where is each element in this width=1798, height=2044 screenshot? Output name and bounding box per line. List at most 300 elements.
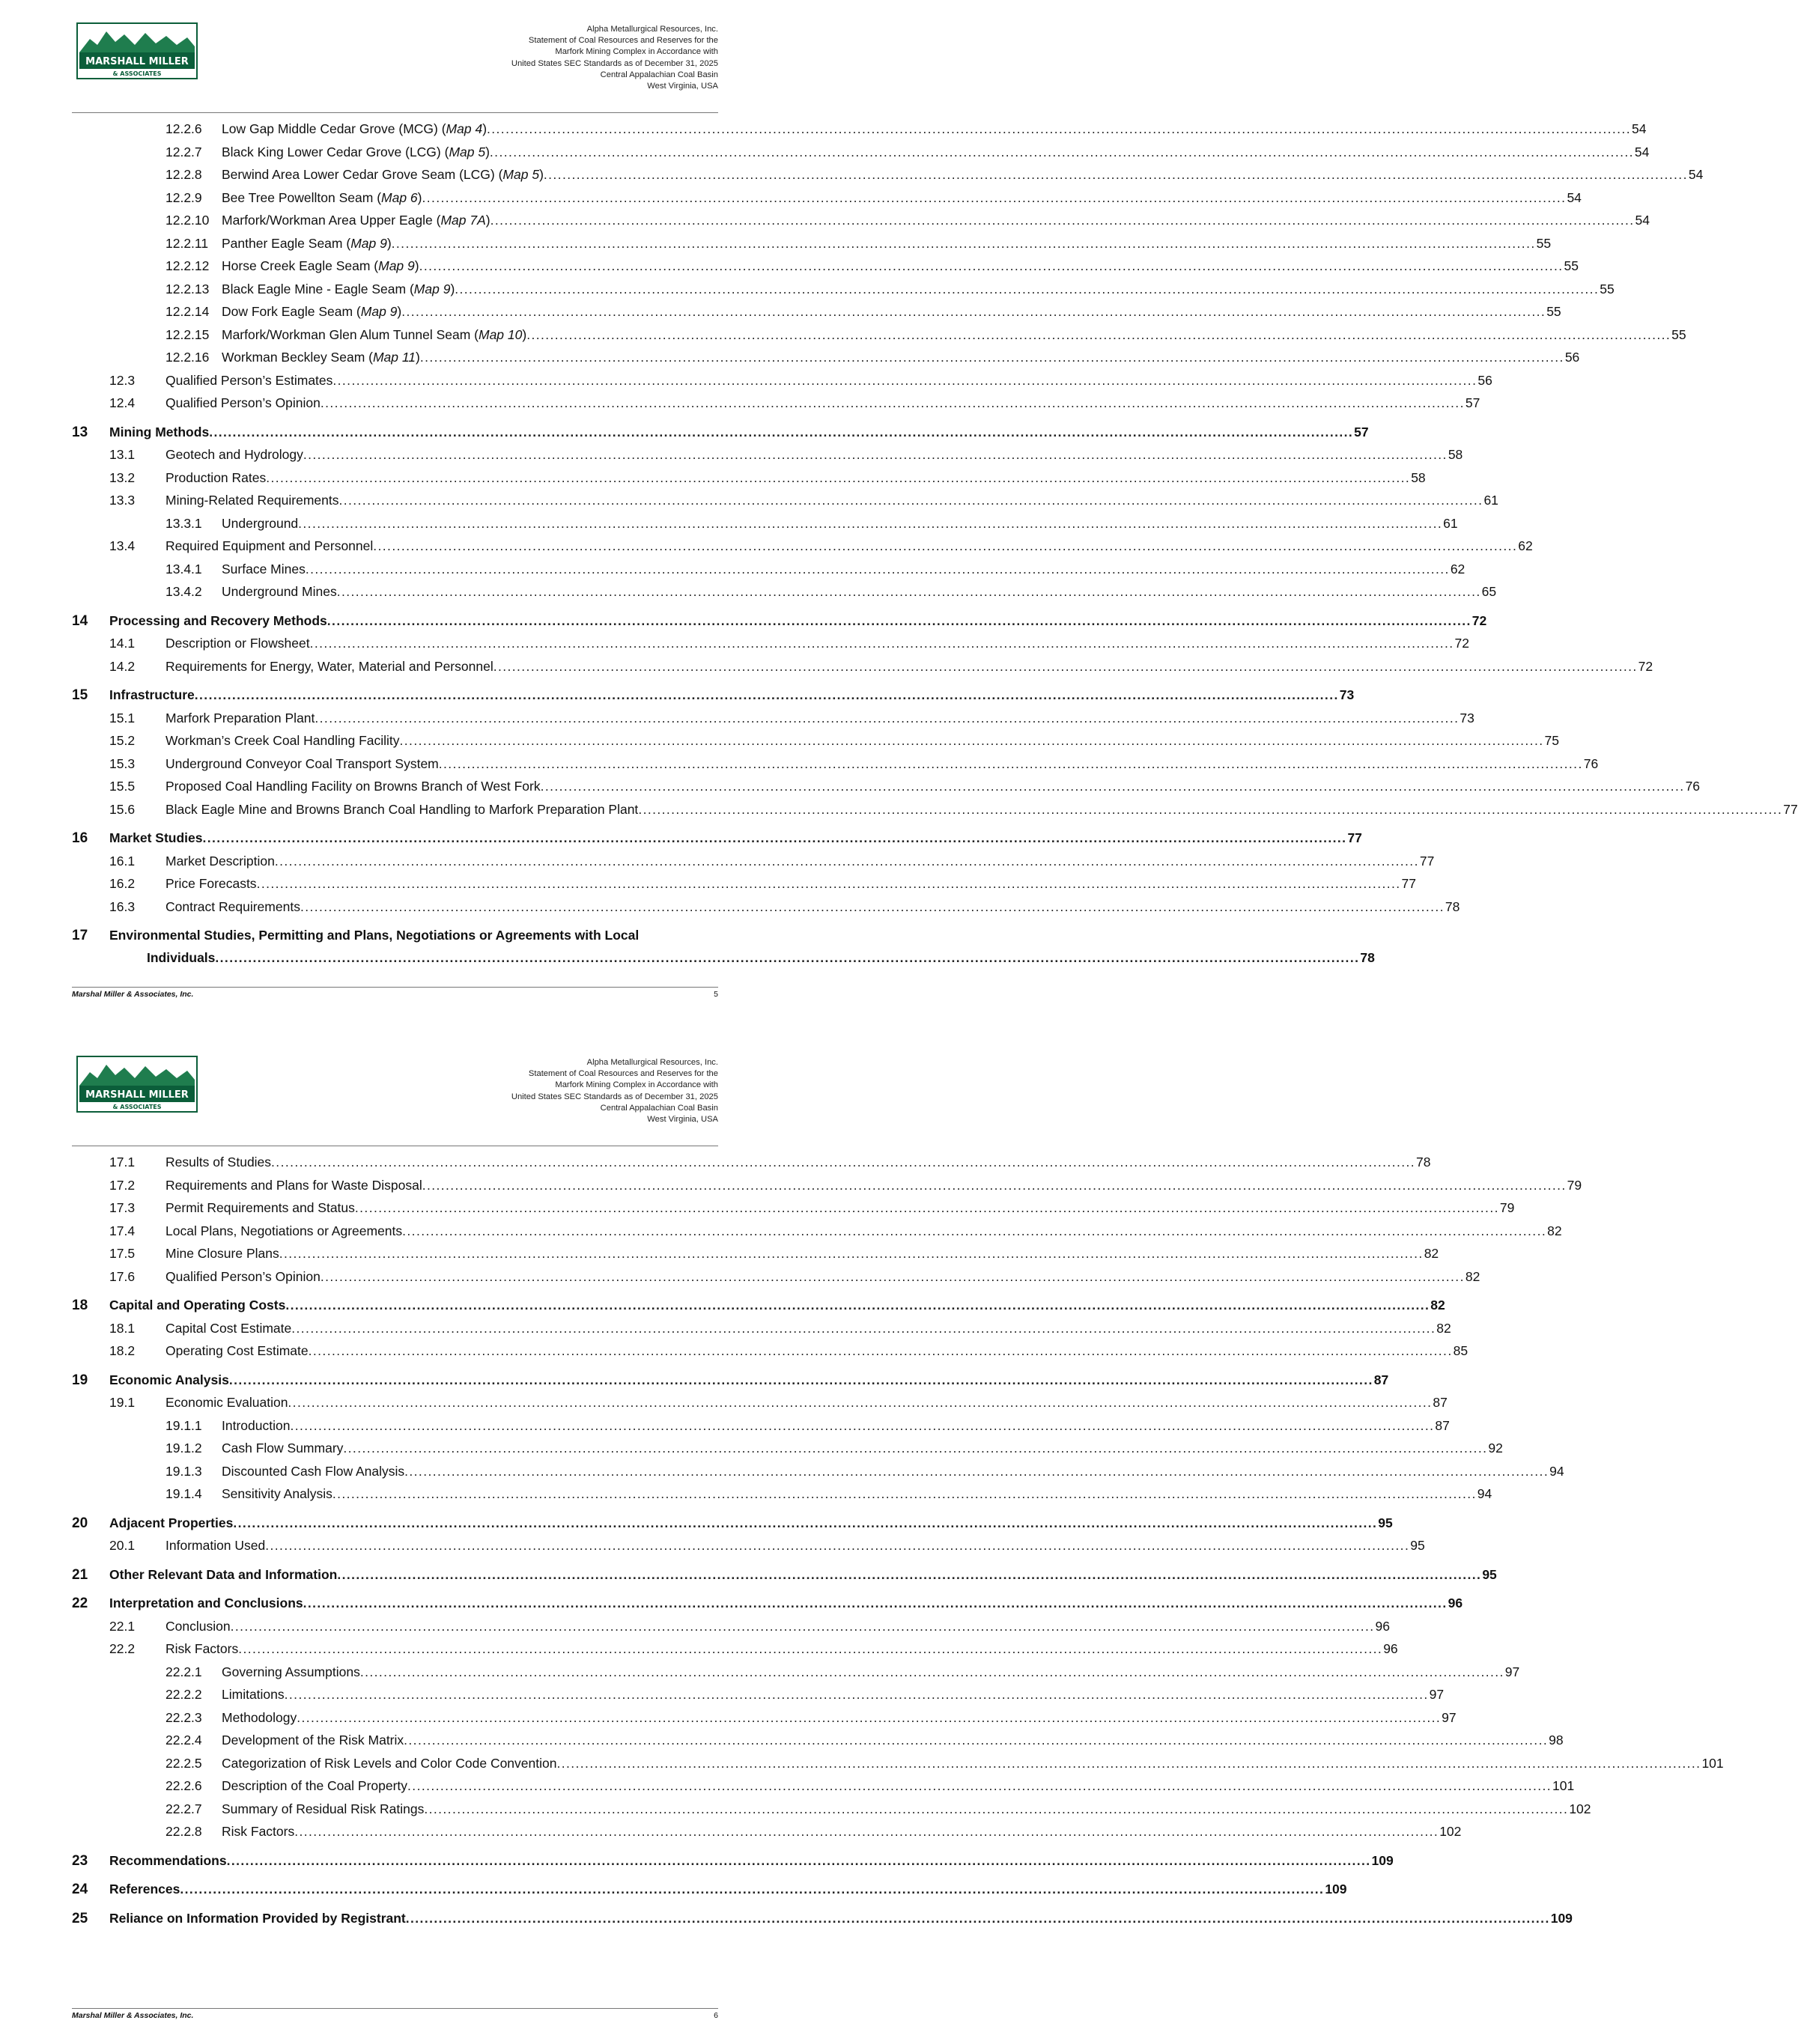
toc-entry[interactable] [72,235,1552,259]
toc-leader-dots [309,1343,1453,1359]
toc-title [165,1538,265,1554]
toc-number: 14 [72,612,88,629]
toc-title [165,876,257,892]
toc-number: 12.2.9 [165,189,202,205]
toc-entry[interactable] [72,1417,1450,1441]
toc-title-text: Conclusion [165,1618,231,1634]
toc-leader-dots [422,1178,1567,1193]
toc-entry[interactable] [72,1463,1564,1487]
toc-page-number: 72 [1454,636,1469,651]
toc-leader-dots [306,562,1450,577]
toc-entry[interactable] [72,1200,1515,1223]
toc-page-number: 76 [1583,755,1599,771]
toc-title [222,1710,297,1726]
toc-title-text: Other Relevant Data and Information [109,1566,338,1582]
toc-entry[interactable] [72,1566,1497,1590]
toc-page-number: 109 [1550,1910,1573,1926]
toc-number: 14.2 [109,658,136,674]
toc-page-number: 75 [1544,733,1559,748]
toc-number: 12.3 [109,372,136,388]
toc-title-text: Required Equipment and Personnel [165,538,374,553]
svg-text:& ASSOCIATES: & ASSOCIATES [112,1104,162,1110]
toc-leader-dots [257,876,1401,892]
toc-entry[interactable] [72,1268,1480,1292]
toc-title-text: Summary of Residual Risk Ratings [222,1801,425,1816]
toc-number: 15.1 [109,710,136,726]
toc-page-number: 73 [1339,687,1355,702]
toc-leader-dots [332,373,1477,389]
toc-number: 13.4.1 [165,561,202,577]
toc-page-number: 77 [1783,801,1798,817]
toc-title-text: Geotech and Hydrology [165,447,303,462]
toc-number: 14.1 [109,636,136,651]
toc-title-text: Qualified Person’s Estimates [165,372,333,388]
toc-entry[interactable] [72,561,1466,585]
toc-entry[interactable] [72,304,1561,327]
toc-page-number: 94 [1549,1463,1564,1479]
footer-divider [72,2008,718,2009]
toc-entry[interactable] [72,1709,1457,1733]
toc-leader-dots [493,659,1638,675]
toc-map-ref: Map 9 [378,258,415,273]
toc-entry[interactable] [72,658,1653,682]
toc-number: 12.2.14 [165,304,210,319]
toc-leader-dots [337,584,1481,600]
toc-title [165,733,400,749]
toc-title [165,1641,238,1657]
toc-entry[interactable] [72,189,1582,213]
toc-title-text: Governing Assumptions [222,1664,360,1679]
toc-title [222,1756,556,1771]
toc-map-ref: Map 5 [502,167,540,182]
toc-title [165,659,493,675]
toc-entry[interactable] [72,326,1686,350]
toc-title [222,1486,332,1502]
toc-map-ref: Map 4 [446,121,483,136]
toc-page-number: 65 [1481,584,1497,599]
toc-entry[interactable] [72,687,1355,711]
toc-number: 20 [72,1515,88,1531]
toc-map-ref: Map 7A [440,213,486,228]
toc-title [222,562,306,577]
toc-title-text: Contract Requirements [165,898,300,914]
toc-number: 12.2.8 [165,167,202,182]
toc-title-text: Qualified Person’s Opinion [165,1268,321,1284]
toc-entry[interactable] [72,213,1650,236]
toc-title [109,1911,406,1926]
toc-title-text: Local Plans, Negotiations or Agreements [165,1223,403,1238]
toc-entry[interactable] [72,538,1533,562]
toc-title-close: ) [539,167,544,182]
toc-title [109,1567,337,1583]
toc-leader-dots [303,447,1448,463]
toc-entry[interactable] [72,1298,1445,1321]
toc-entry-line [72,950,1375,973]
toc-title [109,613,327,629]
toc-leader-dots [420,350,1564,365]
toc-title [165,756,439,772]
toc-title-text: Bee Tree Powellton Seam ( [222,189,382,205]
toc-entry[interactable] [72,733,1559,756]
toc-leader-dots [321,395,1465,411]
toc-entry[interactable] [72,1441,1503,1464]
toc-page-number: 62 [1518,538,1533,553]
toc-leader-dots [526,327,1671,343]
toc-number: 17.2 [109,1177,136,1193]
toc-title-text: Marfork Preparation Plant [165,710,315,726]
toc-number: 22.2.5 [165,1755,202,1771]
toc-page-number: 96 [1375,1618,1390,1634]
toc-page-number: 97 [1504,1664,1520,1679]
toc-number: 12.2.7 [165,144,202,159]
toc-map-ref: Map 9 [413,281,451,296]
toc-entry[interactable] [72,876,1416,899]
toc-entry[interactable] [72,612,1487,636]
toc-entry[interactable] [72,1538,1425,1561]
toc-title-continued: Individuals [147,950,216,965]
toc-title-text: Black Eagle Mine - Eagle Seam ( [222,281,414,296]
toc-title [165,373,332,389]
toc-leader-dots [285,1298,1430,1313]
toc-number: 12.4 [109,395,136,410]
toc-leader-dots [275,854,1419,869]
toc-title-text: Low Gap Middle Cedar Grove (MCG) ( [222,121,446,136]
toc-title [165,802,638,818]
toc-entry[interactable] [72,1664,1520,1688]
toc-number: 16.3 [109,898,136,914]
toc-entry[interactable] [72,1641,1398,1664]
toc-title [222,190,422,206]
toc-title [109,1596,303,1611]
toc-entry[interactable] [72,779,1701,802]
toc-title [165,711,315,726]
toc-title [165,1395,288,1411]
toc-leader-dots [487,121,1631,137]
toc-number: 18.2 [109,1343,136,1358]
toc-entry[interactable] [72,1223,1562,1247]
page-footer [72,2011,718,2020]
toc-entry[interactable] [72,395,1480,419]
toc-page-number: 102 [1439,1824,1462,1839]
toc-title-text: Description of the Coal Property [222,1778,408,1793]
toc-number: 22.2 [109,1641,136,1656]
toc-title [109,1372,229,1388]
toc-entry[interactable] [72,1320,1451,1344]
toc-page-number: 72 [1638,658,1653,674]
toc-title [222,1664,360,1680]
toc-number: 15.5 [109,779,136,794]
toc-title-close: ) [417,189,422,205]
page-footer [72,990,718,999]
toc-page-number: 87 [1435,1417,1450,1433]
toc-title-text: Black Eagle Mine and Browns Branch Coal Handling to Marfork Preparation Plant [165,801,639,817]
toc-title-text: Horse Creek Eagle Seam ( [222,258,379,273]
toc-page-number: 61 [1443,515,1458,531]
toc-leader-dots [300,899,1445,915]
toc-entry[interactable] [72,584,1497,607]
toc-leader-dots [392,236,1536,252]
toc-leader-dots [541,779,1685,794]
toc-page-number: 82 [1436,1320,1451,1336]
toc-title [165,854,275,869]
toc-title-text: Production Rates [165,469,267,485]
document-header: Alpha Metallurgical Resources, Inc. Statement of Coal Resources and Reserves for the Marfork Mining Complex in Accordance with United States SEC Standards as of December 31, 2025 Central Appalachian Coal Basin West Virginia, USA [511,25,718,91]
toc-title-text: Black King Lower Cedar Grove (LCG) ( [222,144,449,159]
toc-title-text: Introduction [222,1417,291,1433]
toc-title-text: Underground [222,515,299,531]
toc-entry[interactable] [72,424,1369,448]
toc-title [109,1882,180,1897]
toc-title-text: Methodology [222,1709,297,1725]
toc-leader-dots [279,1246,1424,1262]
toc-entry[interactable] [72,1515,1393,1539]
toc-leader-dots [285,1687,1429,1703]
toc-title [222,1778,407,1794]
toc-number: 22.2.1 [165,1664,202,1679]
toc-leader-dots [290,1418,1434,1434]
toc-entry[interactable] [72,1910,1573,1934]
document-header: Alpha Metallurgical Resources, Inc. Statement of Coal Resources and Reserves for the Marfork Mining Complex in Accordance with United States SEC Standards as of December 31, 2025 Central Appalachian Coal Basin West Virginia, USA [511,1058,718,1125]
toc-page-number: 58 [1448,447,1463,462]
toc-leader-dots [238,1641,1382,1657]
toc-number: 15.2 [109,733,136,748]
toc-entry[interactable] [72,258,1579,282]
toc-page-number: 95 [1482,1566,1497,1582]
toc-leader-dots [401,304,1546,320]
toc-leader-dots [439,756,1583,772]
toc-title [222,350,420,365]
toc-page-number: 62 [1450,561,1466,577]
toc-page-number: 96 [1448,1596,1463,1610]
toc-title-text: Market Description [165,853,275,869]
table-of-contents [72,1155,1724,1933]
toc-title-text: Underground Mines [222,584,337,599]
toc-number: 17.3 [109,1200,136,1215]
toc-title [222,213,490,228]
toc-title [222,1464,404,1479]
toc-leader-dots [343,1441,1487,1456]
toc-number: 13.4 [109,538,136,553]
toc-title-text: Discounted Cash Flow Analysis [222,1463,405,1479]
toc-number: 13.3.1 [165,515,202,531]
toc-number: 12.2.10 [165,213,210,228]
toc-leader-dots [202,830,1346,846]
toc-entry[interactable] [72,1778,1575,1801]
toc-title-text: Dow Fork Eagle Seam ( [222,304,361,319]
toc-title-text: Capital Cost Estimate [165,1320,292,1336]
toc-entry[interactable] [72,1618,1390,1642]
toc-leader-dots [400,733,1544,749]
toc-number: 12.2.13 [165,281,210,296]
toc-entry[interactable] [72,469,1426,493]
toc-leader-dots [231,1619,1375,1634]
toc-entry[interactable] [72,1755,1724,1779]
toc-number: 13.4.2 [165,584,202,599]
toc-title [109,425,209,440]
table-of-contents [72,121,1798,973]
toc-entry[interactable] [72,1155,1431,1178]
toc-page-number: 61 [1483,493,1498,508]
toc-number: 13 [72,424,88,440]
toc-page-number: 57 [1465,395,1480,410]
toc-entry[interactable] [72,372,1492,396]
toc-title-text: Proposed Coal Handling Facility on Browns Branch of West Fork [165,779,541,794]
toc-title-close: ) [450,281,455,296]
toc-entry[interactable] [72,710,1474,734]
toc-title-text: Underground Conveyor Coal Transport System [165,755,439,771]
toc-title-close: ) [386,235,392,251]
toc-leader-dots [339,493,1483,508]
toc-entry[interactable] [72,493,1498,516]
toc-page-number: 97 [1429,1687,1445,1702]
toc-entry[interactable] [72,830,1362,854]
toc-number: 19.1 [109,1395,136,1410]
toc-number: 19.1.1 [165,1417,202,1433]
toc-entry[interactable] [72,853,1435,877]
toc-number: 13.1 [109,447,136,462]
toc-entry[interactable] [72,1733,1564,1756]
toc-title-close: ) [397,304,402,319]
toc-title [165,1619,231,1634]
toc-entry[interactable] [72,1343,1469,1366]
toc-title [165,1246,279,1262]
toc-entry[interactable] [72,1372,1389,1396]
toc-title-text: Mining-Related Requirements [165,493,339,508]
toc-leader-dots [266,470,1410,486]
toc-page-number: 109 [1325,1882,1347,1897]
toc-number: 21 [72,1566,88,1583]
toc-leader-dots [288,1395,1432,1411]
toc-page-number: 101 [1701,1755,1724,1771]
toc-title-text: Capital and Operating Costs [109,1298,286,1313]
toc-title-close: ) [482,121,488,136]
toc-title-text: Sensitivity Analysis [222,1486,332,1501]
toc-page-number: 82 [1547,1223,1562,1238]
toc-entry[interactable] [72,1177,1582,1201]
toc-title [165,1178,422,1193]
toc-number: 22.1 [109,1618,136,1634]
toc-page-number: 92 [1488,1441,1503,1456]
toc-number: 20.1 [109,1538,136,1553]
toc-number: 16 [72,830,88,846]
toc-entry[interactable] [72,801,1798,825]
toc-entry[interactable] [72,1882,1347,1905]
toc-page-number: 54 [1635,213,1650,228]
toc-leader-dots [355,1200,1499,1216]
toc-page-number: 77 [1401,876,1416,891]
toc-entry[interactable] [72,636,1469,659]
toc-title [165,395,321,411]
toc-title-text: Recommendations [109,1852,227,1868]
marshall-miller-logo [76,1056,198,1113]
toc-number: 24 [72,1882,88,1897]
toc-title-text: Limitations [222,1687,285,1702]
toc-entry[interactable] [72,1824,1462,1847]
toc-title-text: Processing and Recovery Methods [109,612,327,628]
toc-entry[interactable] [72,1852,1394,1876]
toc-leader-dots [229,1372,1373,1388]
toc-title-text: Economic Analysis [109,1372,229,1387]
page-number: 5 [714,990,718,999]
toc-title [222,1801,424,1817]
toc-title [165,636,310,651]
footer-divider [72,987,718,988]
toc-leader-dots [337,1567,1481,1583]
toc-title-text: Marfork/Workman Area Upper Eagle ( [222,213,441,228]
toc-entry[interactable] [72,1395,1448,1418]
toc-title [109,830,202,846]
toc-title [222,1441,343,1456]
toc-title [109,1853,227,1869]
toc-leader-dots [315,711,1459,726]
toc-title [109,687,195,703]
toc-entry-line [72,928,719,950]
toc-leader-dots [419,258,1564,274]
toc-leader-dots [327,613,1471,629]
toc-entry[interactable] [72,281,1615,305]
toc-entry[interactable] [72,121,1647,145]
toc-entry[interactable] [72,350,1580,373]
toc-title-text: Description or Flowsheet [165,636,310,651]
toc-title-text: Economic Evaluation [165,1395,288,1410]
toc-entry[interactable] [72,144,1650,168]
toc-number: 18 [72,1298,88,1313]
toc-title [222,121,487,137]
toc-entry[interactable] [72,447,1463,470]
toc-leader-dots [332,1486,1477,1502]
toc-entry[interactable] [72,1246,1439,1269]
toc-title [222,1733,404,1748]
toc-number: 17 [72,928,88,943]
toc-title [165,779,541,794]
toc-title-text: Interpretation and Conclusions [109,1596,303,1610]
toc-entry[interactable] [72,1486,1492,1509]
toc-title-text: Risk Factors [222,1824,295,1839]
toc-leader-dots [271,1155,1415,1170]
toc-title-text: Panther Eagle Seam ( [222,235,351,251]
toc-title-text: Workman’s Creek Coal Handling Facility [165,733,400,748]
toc-title [222,327,526,343]
footer-company: Marshal Miller & Associates, Inc. [72,990,194,999]
toc-page-number: 79 [1567,1177,1582,1193]
toc-entry[interactable] [72,515,1458,539]
toc-page-number: 78 [1360,950,1375,965]
toc-entry[interactable] [72,898,1460,922]
toc-title-text: Permit Requirements and Status [165,1200,355,1215]
toc-title-text: Qualified Person’s Opinion [165,395,321,410]
toc-title [222,282,455,297]
toc-leader-dots [215,950,1359,966]
toc-entry[interactable] [72,1596,1463,1619]
toc-title [165,1155,271,1170]
toc-entry[interactable] [72,1687,1445,1710]
toc-title-text: Price Forecasts [165,876,257,891]
toc-entry[interactable] [72,167,1704,190]
toc-title-text: Infrastructure [109,687,195,702]
document-page [0,1033,1724,2044]
toc-leader-dots [180,1882,1324,1897]
toc-number: 25 [72,1910,88,1926]
toc-entry[interactable] [72,928,1375,973]
toc-number: 17.4 [109,1223,136,1238]
toc-page-number: 87 [1433,1395,1448,1410]
toc-entry[interactable] [72,755,1599,779]
toc-leader-dots [233,1515,1377,1531]
toc-leader-dots [407,1778,1552,1794]
toc-leader-dots [303,1596,1448,1611]
toc-entry[interactable] [72,1801,1591,1825]
toc-title [222,236,392,252]
